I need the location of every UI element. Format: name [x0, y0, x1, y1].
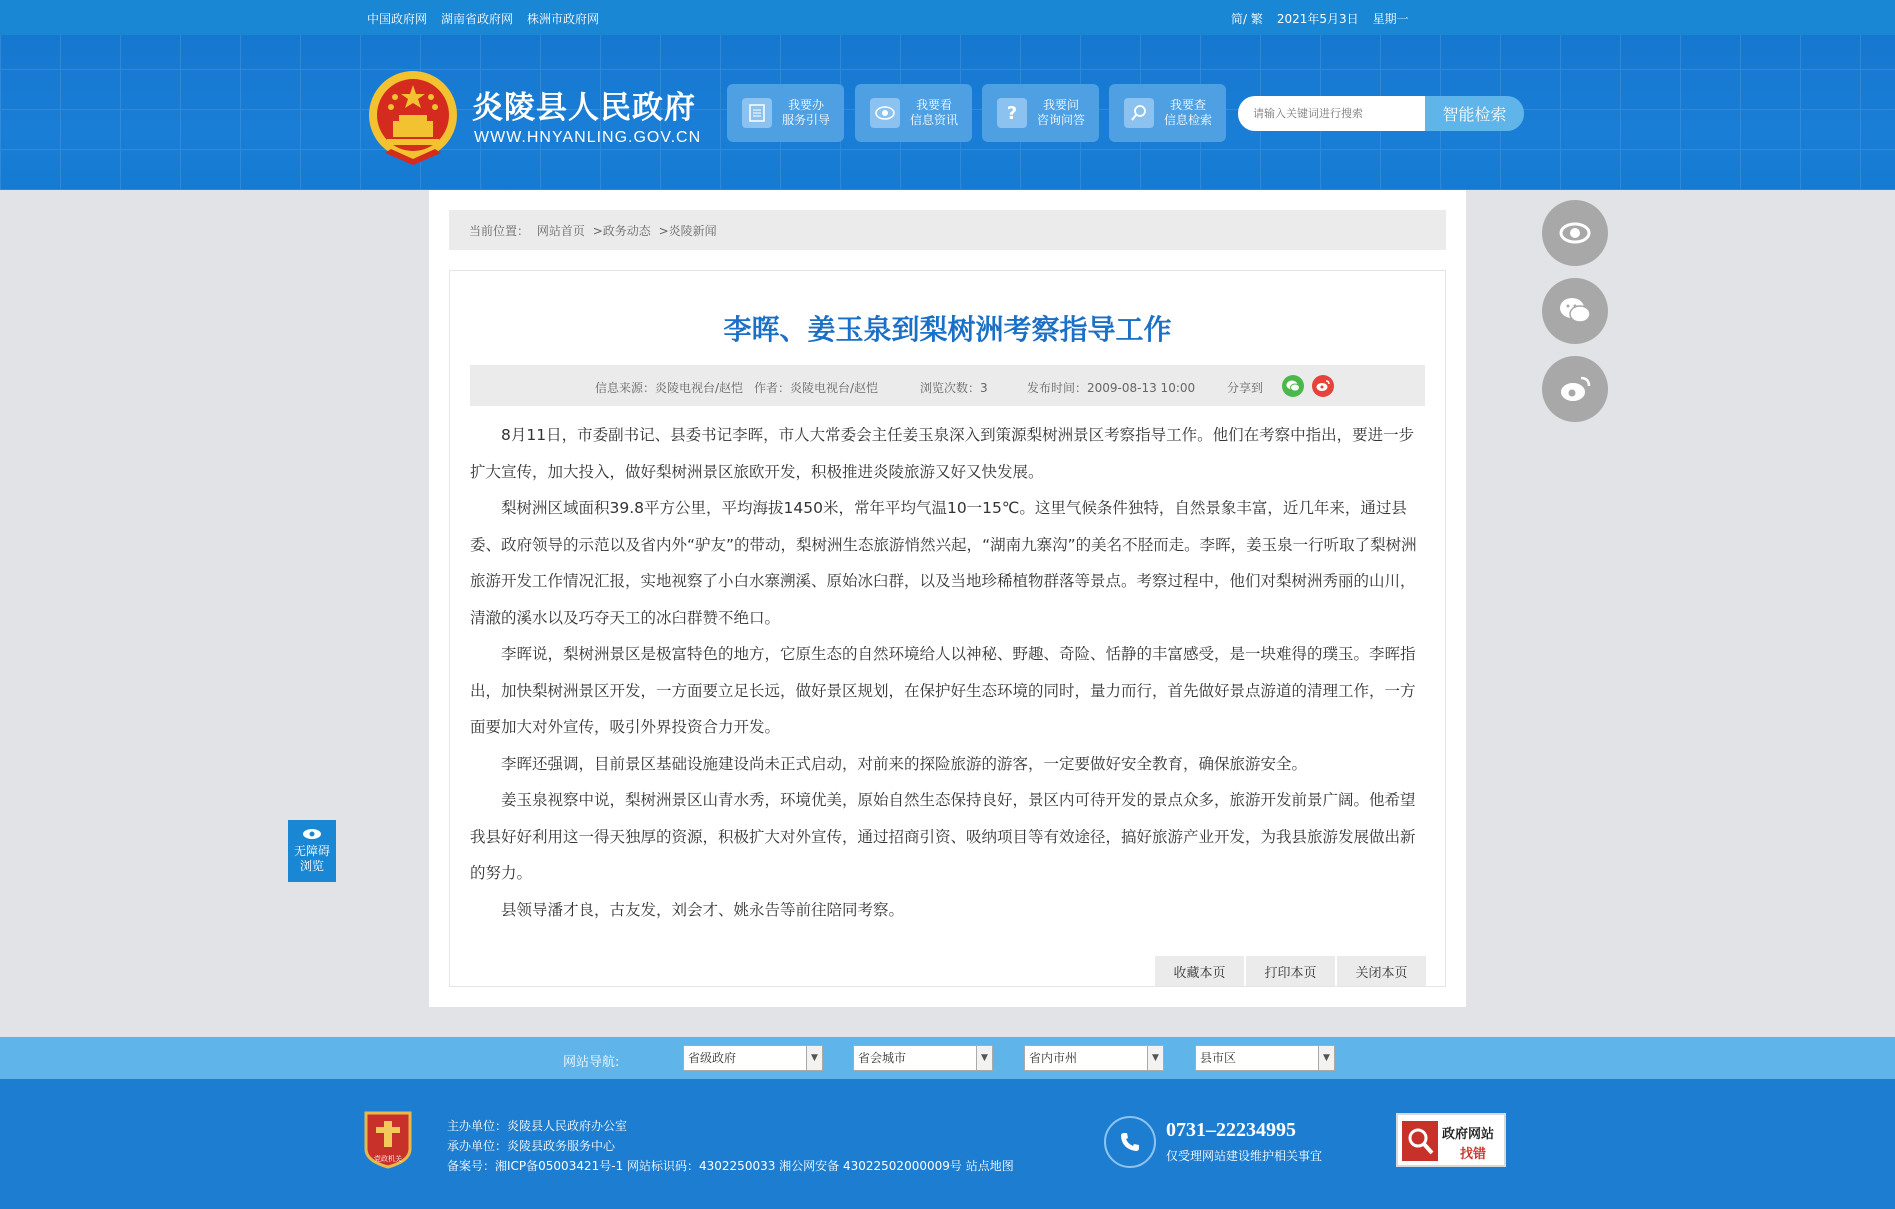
header — [0, 35, 1895, 190]
date-text: 2021年5月3日 — [1276, 12, 1359, 26]
article-title: 李晖、姜玉泉到梨树洲考察指导工作 — [723, 313, 1172, 346]
meta-source: 信息来源：炎陵电视台/赵恺 — [595, 381, 744, 395]
article-paragraph: 县领导潘才良，古友发，刘会才、姚永告等前往陪同考察。 — [501, 900, 905, 919]
service-view-title: 我要看 — [916, 98, 953, 112]
article-paragraph: 梨树洲区域面积39.8平方公里，平均海拔1450米，常年平均气温10一15℃。这里气候条件独特，自然景象丰富，近几年来，通过县委、政府领导的示范以及省内外“驴友”的带动，梨树洲生态旅游悄然兴起，“湖南九寨沟”的美名不胫而走。李晖，姜玉泉一行听取了梨树洲旅游开发工作情况汇报，实地视察了小白水寨溯溪、原始冰臼群，以及当地珍稀植物群落等景点。考察过程中，他们对梨树洲秀丽的山川，清澈的溪水以及巧夺天工的冰臼群赞不绝口。 — [470, 499, 1417, 627]
close-page-button[interactable]: 关闭本页 — [1337, 956, 1426, 986]
chevron-down-icon: ▼ — [806, 1046, 822, 1070]
national-emblem-icon — [365, 69, 461, 169]
breadcrumb-news[interactable]: >政务动态 — [592, 224, 651, 238]
phone-icon — [1104, 1116, 1156, 1168]
chevron-down-icon: ▼ — [1318, 1046, 1334, 1070]
service-search-title: 我要查 — [1170, 98, 1207, 112]
site-nav-label: 网站导航: — [563, 1055, 620, 1070]
service-ask-button[interactable] — [982, 84, 1099, 142]
breadcrumb-yanling-news[interactable]: >炎陵新闻 — [658, 224, 717, 238]
question-icon: ? — [997, 98, 1027, 128]
capital-city-select[interactable] — [853, 1045, 993, 1071]
gov-site-error-report-button[interactable] — [1396, 1113, 1506, 1167]
smart-search-button[interactable]: 智能检索 — [1425, 96, 1524, 131]
site-url: WWW.HNYANLING.GOV.CN — [474, 129, 702, 146]
float-eye-button[interactable] — [1542, 200, 1608, 266]
link-china-gov[interactable]: 中国政府网 — [367, 12, 428, 26]
service-view-sub: 信息资讯 — [910, 113, 959, 127]
footer-organizer: 承办单位：炎陵县政务服务中心 — [447, 1139, 616, 1153]
meta-views: 浏览次数：3 — [920, 381, 988, 395]
footer-phone-note: 仅受理网站建设维护相关事宜 — [1166, 1149, 1323, 1163]
footer — [0, 1079, 1895, 1209]
document-icon — [742, 98, 772, 128]
service-apply-sub: 服务引导 — [782, 113, 831, 127]
site-name: 炎陵县人民政府 — [472, 90, 696, 126]
weekday-text: 星期一 — [1372, 12, 1409, 26]
meta-published: 发布时间：2009-08-13 10:00 — [1027, 381, 1196, 395]
meta-share-label: 分享到 — [1227, 381, 1264, 395]
service-search-button[interactable] — [1109, 84, 1226, 142]
link-zhuzhou-gov[interactable]: 株洲市政府网 — [527, 12, 600, 26]
meta-author: 作者：炎陵电视台/赵恺 — [754, 381, 879, 395]
service-ask-sub: 咨询问答 — [1037, 113, 1086, 127]
service-apply-button[interactable] — [727, 84, 844, 142]
error-report-sub: 找错 — [1460, 1147, 1487, 1162]
article-paragraph: 李晖说，梨树洲景区是极富特色的地方，它原生态的自然环境给人以神秘、野趣、奇险、恬静的丰富感受，是一块难得的璞玉。李晖指出，加快梨树洲景区开发，一方面要立足长远，做好景区规划，在保护好生态环境的同时，量力而行，首先做好景点游道的清理工作，一方面要加大对外宣传，吸引外界投资合力开发。 — [470, 645, 1416, 736]
eye-icon — [1559, 222, 1591, 244]
province-gov-select[interactable] — [683, 1045, 823, 1071]
weibo-icon — [1559, 375, 1591, 403]
breadcrumb-label: 当前位置： — [469, 224, 530, 238]
language-toggle[interactable]: 简/ 繁 — [1231, 12, 1263, 26]
error-report-title: 政府网站 — [1442, 1127, 1495, 1142]
print-page-button[interactable]: 打印本页 — [1246, 956, 1335, 986]
article-body — [470, 417, 1425, 928]
county-select[interactable] — [1195, 1045, 1335, 1071]
footer-record: 备案号：湘ICP备05003421号-1 网站标识码：4302250033 湘公网安备 43022502000009号 站点地图 — [447, 1159, 1014, 1173]
article-actions — [1155, 956, 1426, 986]
search-input[interactable] — [1238, 96, 1428, 131]
province-city-select[interactable] — [1024, 1045, 1164, 1071]
article-paragraph: 8月11日，市委副书记、县委书记李晖，市人大常委会主任姜玉泉深入到策源梨树洲景区考察指导工作。他们在考察中指出，要进一步扩大宣传，加大投入，做好梨树洲景区旅欧开发，积极推进炎陵旅游又好又快发展。 — [470, 426, 1415, 481]
magnifier-icon — [1402, 1121, 1438, 1161]
service-search-sub: 信息检索 — [1164, 113, 1213, 127]
county-value: 县市区 — [1200, 1051, 1237, 1065]
search-icon — [1124, 98, 1154, 128]
capital-city-value: 省会城市 — [858, 1051, 907, 1065]
bookmark-page-button[interactable]: 收藏本页 — [1155, 956, 1244, 986]
article-meta — [470, 365, 1425, 406]
chevron-down-icon: ▼ — [1147, 1046, 1163, 1070]
accessibility-button[interactable] — [288, 820, 336, 882]
accessibility-sub: 浏览 — [299, 859, 324, 873]
chevron-down-icon: ▼ — [976, 1046, 992, 1070]
service-view-button[interactable] — [855, 84, 972, 142]
article-paragraph: 李晖还强调，目前景区基础设施建设尚未正式启动，对前来的探险旅游的游客，一定要做好安全教育，确保旅游安全。 — [501, 754, 1308, 773]
eye-icon — [870, 98, 900, 128]
weibo-share-icon[interactable] — [1312, 375, 1334, 397]
top-bar — [0, 0, 1895, 35]
link-hunan-gov[interactable]: 湖南省政府网 — [441, 12, 514, 26]
province-city-value: 省内市州 — [1029, 1051, 1078, 1065]
service-apply-title: 我要办 — [788, 98, 825, 112]
footer-phone: 0731–22234995 — [1166, 1119, 1296, 1141]
footer-info — [447, 1116, 1014, 1176]
party-gov-badge-icon — [362, 1109, 414, 1169]
article-paragraph: 姜玉泉视察中说，梨树洲景区山青水秀，环境优美，原始自然生态保持良好，景区内可待开发的景点众多，旅游开发前景广阔。他希望我县好好利用这一得天独厚的资源，积极扩大对外宣传，通过招商引资、吸纳项目等有效途径，搞好旅游产业开发，为我县旅游发展做出新的努力。 — [470, 791, 1416, 882]
badge-text: 党政机关 — [374, 1155, 402, 1163]
breadcrumb-home[interactable]: 网站首页 — [536, 224, 585, 238]
float-weibo-button[interactable] — [1542, 356, 1608, 422]
wechat-share-icon[interactable] — [1282, 375, 1304, 397]
province-gov-value: 省级政府 — [688, 1051, 737, 1065]
breadcrumb — [449, 210, 1446, 250]
top-links — [367, 10, 599, 27]
service-ask-title: 我要问 — [1043, 98, 1080, 112]
float-wechat-button[interactable] — [1542, 278, 1608, 344]
site-nav-bar — [0, 1037, 1895, 1079]
wechat-icon — [1559, 297, 1591, 325]
footer-host: 主办单位：炎陵县人民政府办公室 — [447, 1119, 628, 1133]
top-right — [1231, 10, 1409, 27]
accessibility-label: 无障碍 — [293, 844, 330, 858]
eye-icon — [302, 828, 322, 840]
